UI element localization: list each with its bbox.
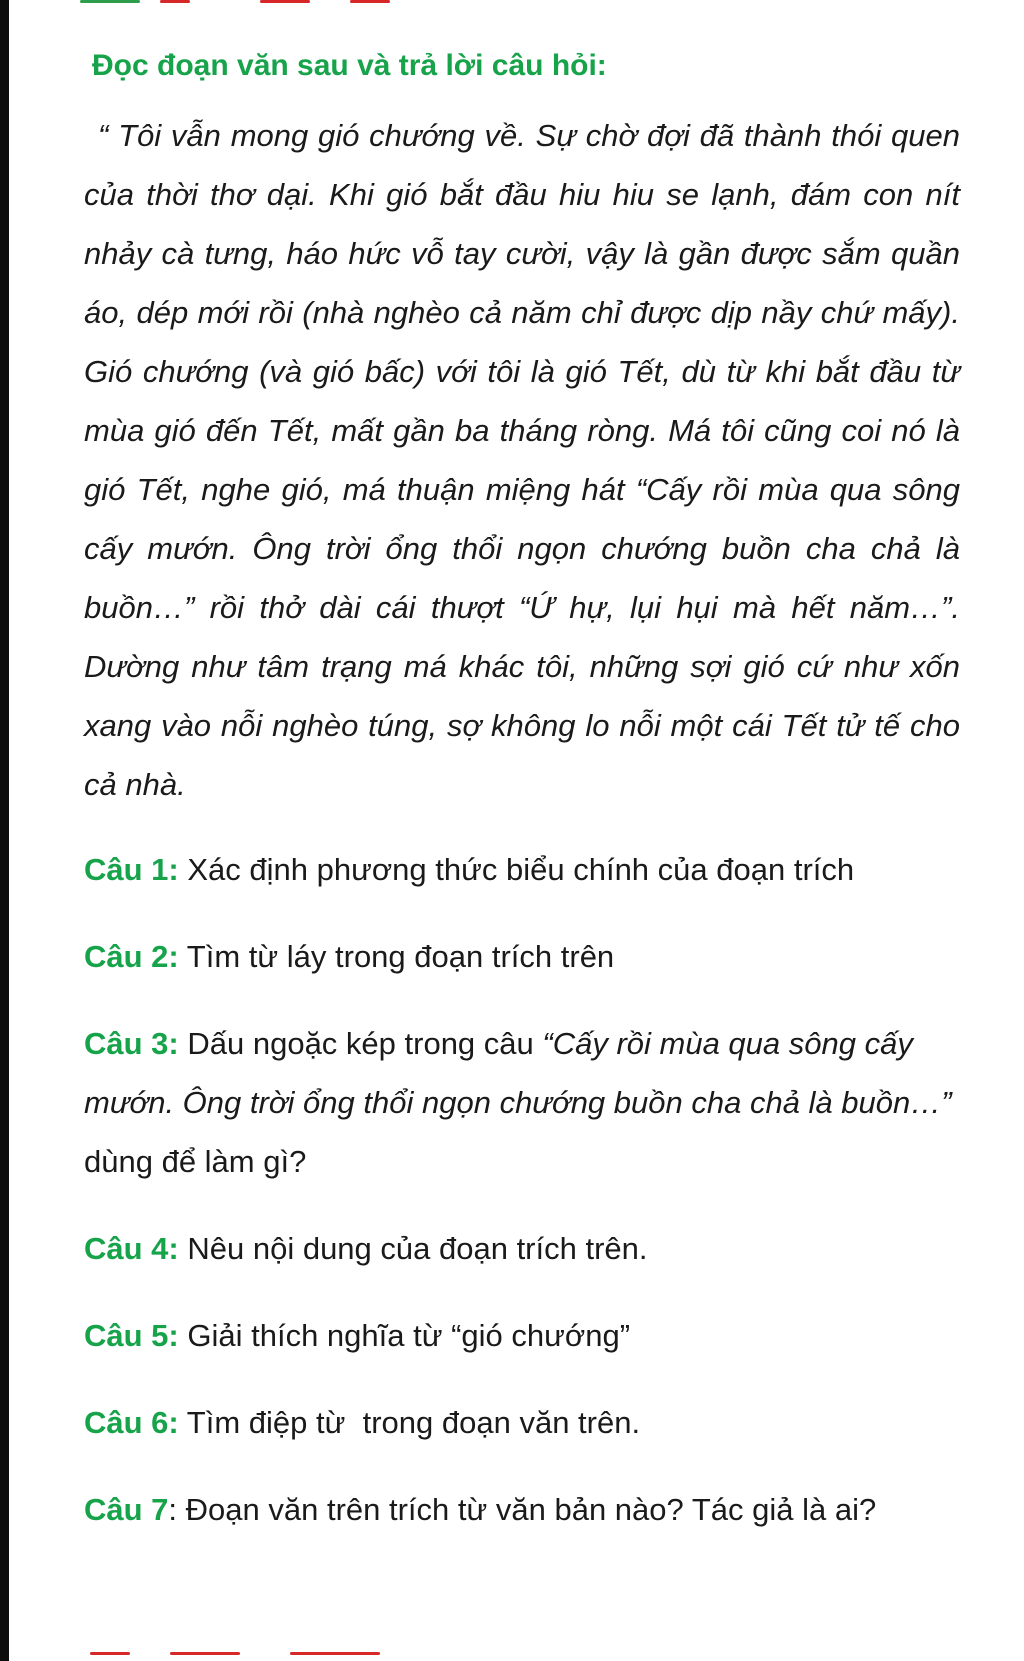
question-text: Tìm từ láy trong đoạn trích trên [178, 939, 615, 974]
worksheet [84, 46, 960, 1567]
question-6 [84, 1393, 960, 1452]
question-label: Câu 5: [84, 1318, 179, 1353]
reading-passage: “ Tôi vẫn mong gió chướng về. Sự chờ đợi đã thành thói quen của thời thơ dại. Khi gió bắt đầu hiu hiu se lạnh, đám con nít nhảy cà tưng, háo hức vỗ tay cười, vậy là gần được sắm quần áo, dép mới rồi (nhà nghèo cả năm chỉ được dịp nầy chứ mấy). Gió chướng (và gió bấc) với tôi là gió Tết, dù từ khi bắt đầu từ mùa gió đến Tết, mất gần ba tháng ròng. Má tôi cũng coi nó là gió Tết, nghe gió, má thuận miệng hát “Cấy rồi mùa qua sông cấy mướn. Ông trời ổng thổi ngọn chướng buồn cha chả là buồn…” rồi thở dài cái thượt “Ứ hự, lụi hụi mà hết năm…”. Dường như tâm trạng má khác tôi, những sợi gió cứ như xốn xang vào nỗi nghèo túng, sợ không lo nỗi một cái Tết tử tế cho cả nhà. [84, 118, 960, 802]
quoted-line: “Cấy rồi mùa qua sông cấy mướn. Ông trời ổng thổi ngọn chướng buồn cha chả là buồn…” [84, 1026, 952, 1120]
question-text: Tìm điệp từ trong đoạn văn trên. [178, 1405, 641, 1440]
bottom-cropped-marks [60, 1650, 760, 1656]
question-text-end: dùng để làm gì? [84, 1144, 307, 1179]
question-text: Dấu ngoặc kép trong câu [178, 1026, 543, 1061]
page-heading: Đọc đoạn văn sau và trả lời câu hỏi: [92, 49, 607, 82]
question-label: Câu 4: [84, 1231, 179, 1266]
question-7 [84, 1480, 960, 1539]
question-2 [84, 927, 960, 986]
bottom-mark [90, 1652, 130, 1655]
top-cropped-marks [60, 0, 760, 6]
question-label: Câu 2: [84, 939, 179, 974]
question-1 [84, 840, 960, 899]
question-label: Câu 3: [84, 1026, 179, 1061]
top-mark [260, 0, 310, 3]
question-text: Xác định phương thức biểu chính của đoạn trích [178, 852, 855, 887]
question-label: Câu 1: [84, 852, 179, 887]
question-label: Câu 6: [84, 1405, 179, 1440]
question-label: Câu 7 [84, 1492, 169, 1527]
question-text: Giải thích nghĩa từ “gió chướng” [178, 1318, 631, 1353]
left-page-edge [0, 0, 9, 1661]
question-3 [84, 1014, 960, 1191]
question-text: Nêu nội dung của đoạn trích trên. [178, 1231, 648, 1266]
question-5 [84, 1306, 960, 1365]
top-mark [160, 0, 190, 3]
question-4 [84, 1219, 960, 1278]
top-mark [350, 0, 390, 3]
question-list [84, 840, 960, 1539]
top-mark [80, 0, 140, 3]
question-text: : Đoạn văn trên trích từ văn bản nào? Tác giả là ai? [168, 1492, 877, 1527]
bottom-mark [170, 1652, 240, 1655]
bottom-mark [290, 1652, 380, 1655]
